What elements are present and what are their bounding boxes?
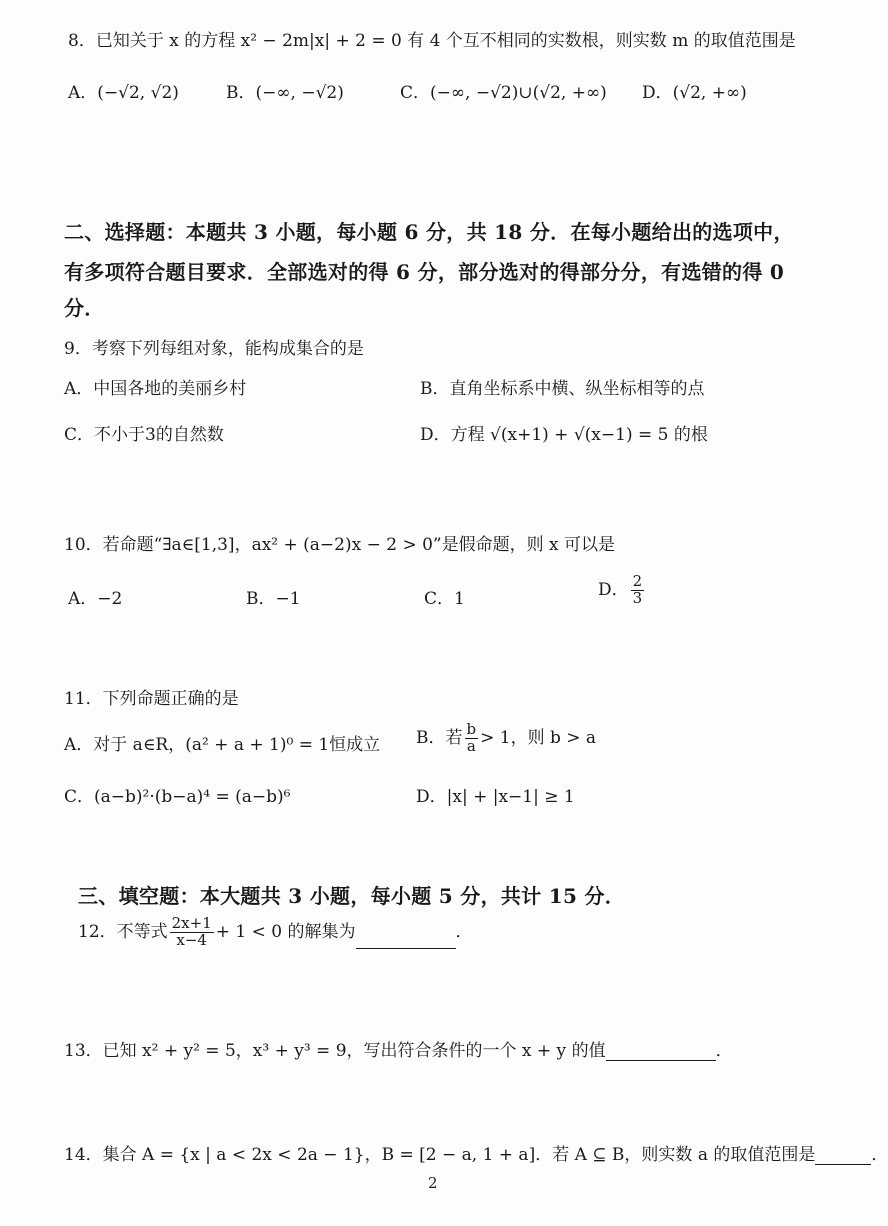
q12 [78,916,473,949]
q13-text: 13．已知 x² + y² = 5，x³ + y³ = 9，写出符合条件的一个 x + y 的值 [64,1041,606,1061]
q11-option-a: A．对于 a∈R，(a² + a + 1)⁰ = 1恒成立 [64,735,381,755]
q11-option-b-numerator: b [466,720,477,738]
q11-option-b-fraction [465,722,479,755]
q10-option-b: B．−1 [246,589,301,609]
q12-pre: 12．不等式 [78,921,168,942]
q9-option-b: B．直角坐标系中横、纵坐标相等的点 [420,379,705,399]
q10-option-d-denominator: 3 [632,588,643,607]
q10-option-c: C．1 [424,589,465,609]
q13 [64,1036,733,1061]
q11-stem: 11．下列命题正确的是 [64,689,239,709]
q8-option-a: A．(−√2, √2) [68,83,179,103]
q8-stem: 8．已知关于 x 的方程 x² − 2m|x| + 2 = 0 有 4 个互不相同的实数根，则实数 m 的取值范围是 [68,31,796,51]
q10-option-a: A．−2 [68,589,123,609]
q8-option-d: D．(√2, +∞) [642,83,747,103]
section3-title: 三、填空题：本大题共 3 小题，每小题 5 分，共计 15 分． [78,884,626,908]
section2-line1: 二、选择题：本题共 3 小题，每小题 6 分，共 18 分．在每小题给出的选项中， [64,220,794,244]
q9-stem: 9．考察下列每组对象，能构成集合的是 [64,339,364,359]
q10-option-d-label: D． [598,579,629,600]
q14-end: ． [871,1145,888,1165]
q12-numerator: 2x+1 [171,914,212,932]
q12-answer-blank[interactable] [356,932,456,949]
q11-option-b-denominator: a [466,736,476,755]
q13-end: ． [715,1041,733,1061]
q11-option-d: D．|x| + |x−1| ≥ 1 [416,787,575,807]
q10-option-d [598,574,646,607]
q12-post: + 1 < 0 的解集为 [215,921,356,942]
page-number: 2 [428,1174,438,1192]
q14 [64,1140,888,1165]
q10-stem: 10．若命题“∃a∈[1,3]，ax² + (a−2)x − 2 > 0”是假命题，则 x 可以是 [64,535,616,555]
q9-option-a: A．中国各地的美丽乡村 [64,379,247,399]
q8-option-b: B．(−∞, −√2) [226,83,344,103]
q9-option-d: D．方程 √(x+1) + √(x−1) = 5 的根 [420,425,708,445]
q14-answer-blank[interactable] [815,1148,871,1165]
q13-answer-blank[interactable] [606,1044,716,1061]
q11-option-c: C．(a−b)²·(b−a)⁴ = (a−b)⁶ [64,787,291,807]
q9-option-c: C．不小于3的自然数 [64,425,224,445]
q14-text: 14．集合 A = {x | a < 2x < 2a − 1}，B = [2 − a, 1 + a]．若 A ⊆ B，则实数 a 的取值范围是 [64,1145,816,1165]
q11-option-b-pre: B．若 [416,727,463,748]
q8-option-c: C．(−∞, −√2)∪(√2, +∞) [400,83,607,103]
q10-option-d-fraction [631,574,645,607]
section2-line2: 有多项符合题目要求．全部选对的得 6 分，部分选对的得部分分，有选错的得 0 [64,260,785,284]
q10-option-d-numerator: 2 [632,572,643,590]
q12-fraction [170,916,214,949]
q12-end: ． [455,921,473,942]
q11-option-b [416,722,596,755]
q11-option-b-post: > 1，则 b > a [480,727,597,748]
q12-denominator: x−4 [176,930,207,949]
section2-line3: 分． [64,296,105,320]
